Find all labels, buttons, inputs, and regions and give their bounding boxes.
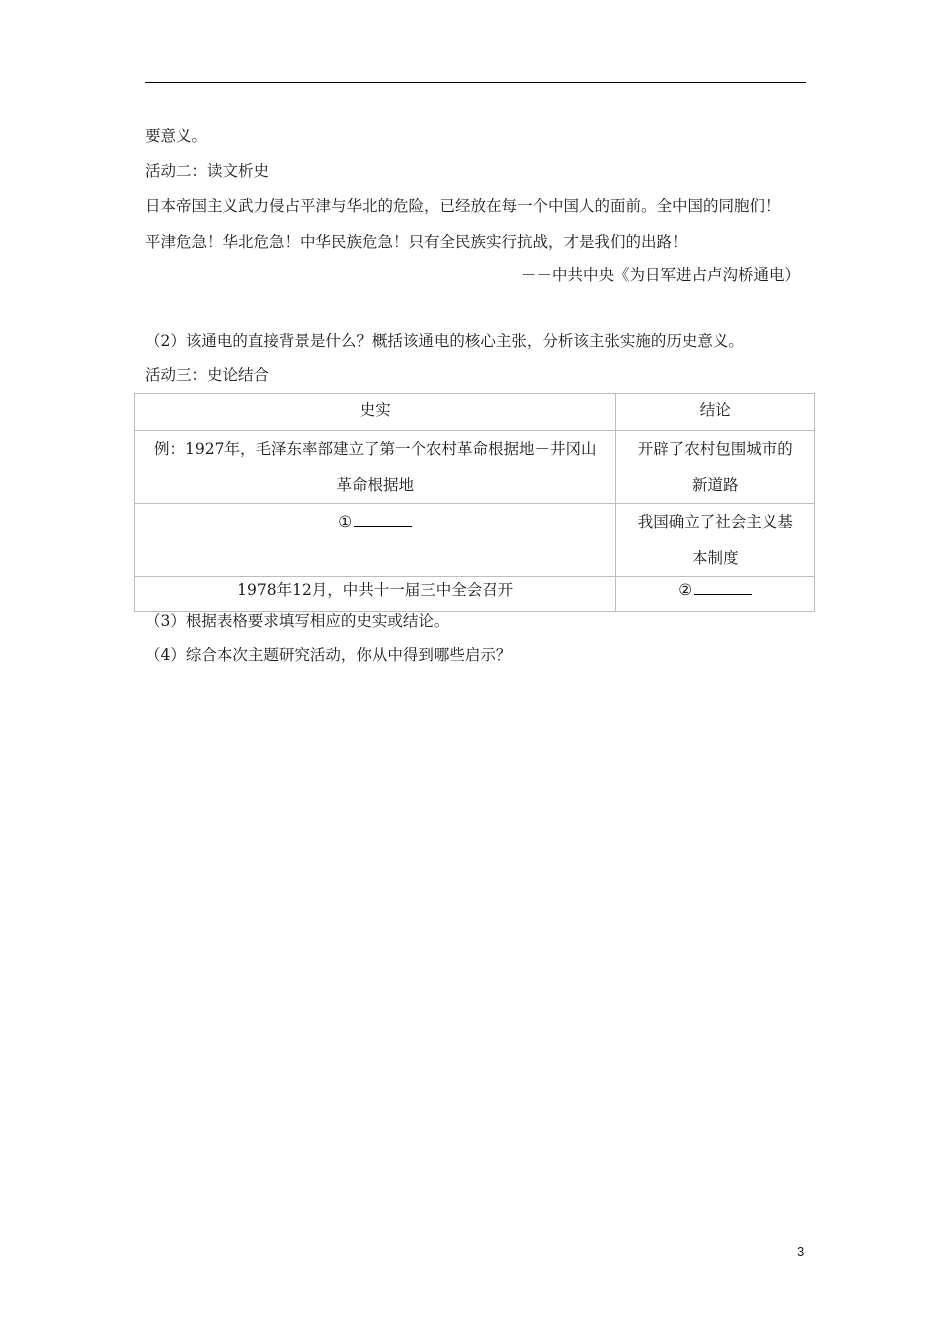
circled-marker: ①	[338, 513, 353, 531]
question-2: （2）该通电的直接背景是什么？概括该通电的核心主张，分析该主张实施的历史意义。	[145, 332, 744, 350]
activity-three-heading: 活动三：史论结合	[145, 366, 270, 384]
fact-blank-line	[145, 504, 605, 540]
table-row	[135, 577, 815, 612]
answer-blank[interactable]	[694, 580, 752, 595]
quote-source: －－中共中央《为日军进占卢沟桥通电）	[520, 266, 800, 284]
page-number: 3	[797, 1244, 805, 1259]
table-row	[135, 431, 815, 504]
header-fact: 史实	[135, 394, 616, 431]
fact-cell	[135, 504, 616, 577]
conclusion-cell	[616, 504, 815, 577]
history-conclusion-table	[134, 393, 815, 612]
fact-cell	[135, 577, 616, 612]
fact-text-line: 革命根据地	[336, 476, 414, 494]
conclusion-text-line: 新道路	[691, 476, 739, 494]
question-3: （3）根据表格要求填写相应的史实或结论。	[145, 612, 450, 630]
conclusion-text-line: 本制度	[691, 549, 739, 567]
circled-marker: ②	[678, 581, 693, 599]
fact-text-line: 例：1927年，毛泽东率部建立了第一个农村革命根据地－井冈山	[154, 440, 597, 458]
table-row	[135, 504, 815, 577]
quote-line-2: 平津危急！华北危急！中华民族危急！只有全民族实行抗战，才是我们的出路！	[145, 233, 688, 251]
fact-cell	[135, 431, 616, 504]
header-rule	[145, 82, 806, 83]
conclusion-cell	[616, 431, 815, 504]
text-line-continuation: 要意义。	[145, 127, 208, 145]
header-conclusion: 结论	[616, 394, 815, 431]
answer-blank[interactable]	[354, 512, 412, 527]
quote-line-1: 日本帝国主义武力侵占平津与华北的危险，已经放在每一个中国人的面前。全中国的同胞们！	[145, 197, 781, 215]
conclusion-blank-line	[626, 577, 804, 603]
conclusion-text-line: 开辟了农村包围城市的	[637, 440, 793, 458]
fact-text-line: 1978年12月，中共十一届三中全会召开	[237, 581, 514, 599]
conclusion-text-line: 我国确立了社会主义基	[637, 513, 793, 531]
question-4: （4）综合本次主题研究活动，你从中得到哪些启示？	[145, 646, 512, 664]
conclusion-cell	[616, 577, 815, 612]
activity-two-heading: 活动二：读文析史	[145, 162, 270, 180]
table-header-row	[135, 394, 815, 431]
